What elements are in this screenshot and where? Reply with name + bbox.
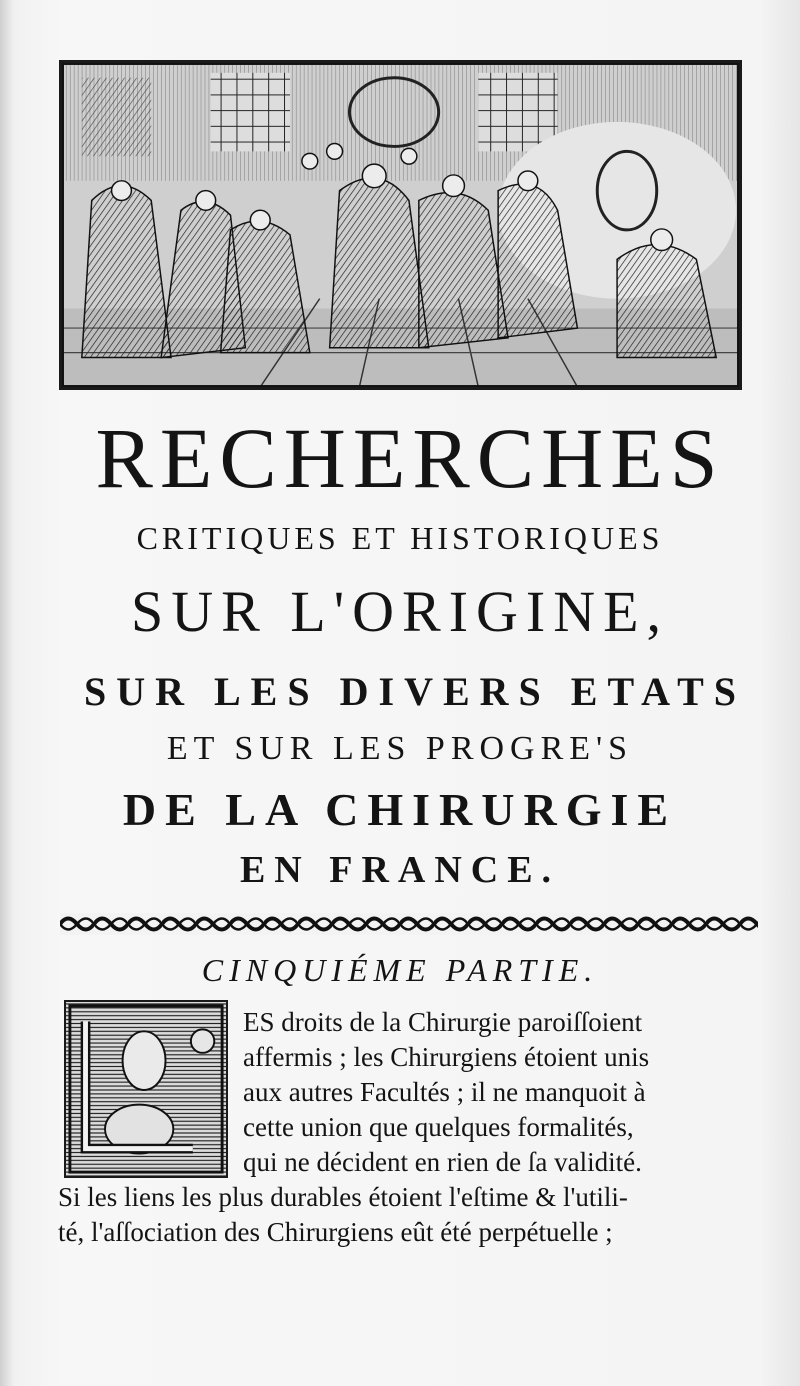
body-line: aux autres Facultés ; il ne manquoit à	[243, 1077, 646, 1107]
body-line: affermis ; les Chirurgiens étoient unis	[243, 1042, 650, 1072]
subtitle-line-5: DE LA CHIRURGIE	[122, 784, 678, 835]
title: RECHERCHES	[95, 410, 725, 506]
section-heading: CINQUIÉME PARTIE.	[201, 952, 599, 988]
initial-frame-icon	[66, 1002, 226, 1176]
subtitle-line-4: ET SUR LES PROGRE'S	[166, 730, 634, 767]
decorated-initial	[64, 1000, 228, 1178]
body-line: cette union que quelques formalités,	[243, 1112, 634, 1142]
body-line: té, l'aſſociation des Chirurgiens eût été perpétuelle ;	[58, 1217, 613, 1247]
ornament-rule	[60, 913, 758, 935]
body-paragraph-full	[58, 1180, 628, 1250]
subtitle-line-2: SUR L'ORIGINE,	[130, 579, 670, 644]
engraved-vignette-illustration	[59, 60, 742, 390]
ornament-icon	[60, 913, 758, 935]
body-line: ES droits de la Chirurgie paroiſſoient	[243, 1007, 643, 1037]
body-paragraph-indented	[243, 1005, 649, 1180]
subtitle-line-3: SUR LES DIVERS ETATS	[83, 669, 746, 714]
subtitle-line-6: EN FRANCE.	[239, 849, 561, 891]
body-line: Si les liens les plus durables étoient l'eſtime & l'utili-	[58, 1182, 628, 1212]
subtitle-line-1: CRITIQUES ET HISTORIQUES	[136, 520, 664, 556]
vignette-icon	[62, 63, 739, 387]
body-line: qui ne décident en rien de ſa validité.	[243, 1147, 642, 1177]
